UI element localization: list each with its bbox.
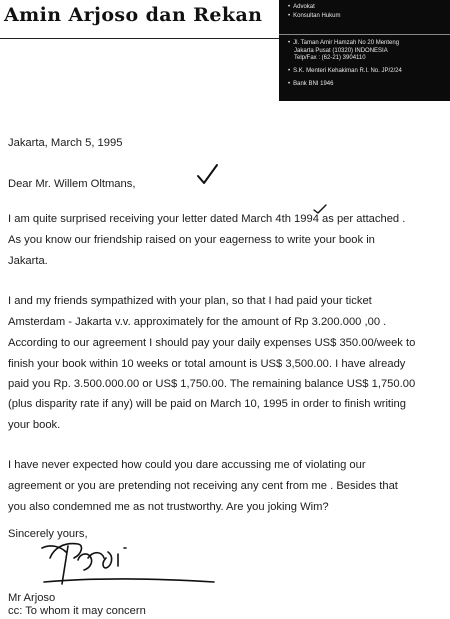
service-item: • Advokat xyxy=(288,4,315,10)
paragraph-3-line: I have never expected how could you dare accussing me of violating our xyxy=(8,459,366,471)
paragraph-2-line: (plus disparity rate if any) will be paid on March 10, 1995 in order to finish writing xyxy=(8,398,406,410)
handwritten-signature xyxy=(38,538,218,590)
paragraph-3-line: agreement or you are pretending not receiving any cent from me . Besides that xyxy=(8,480,398,492)
closing: Sincerely yours, xyxy=(8,528,88,540)
paragraph-2-line: finish your book within 10 weeks or total amount is US$ 3,500.00. I have already xyxy=(8,358,406,370)
firm-name: Amin Arjoso dan Rekan xyxy=(4,4,263,26)
cc-line: cc: To whom it may concern xyxy=(8,605,146,617)
paragraph-2-line: I and my friends sympathized with your plan, so that I had paid your ticket xyxy=(8,295,372,307)
paragraph-2-line: According to our agreement I should pay your daily expenses US$ 350.00/week to xyxy=(8,337,416,349)
info-divider xyxy=(279,34,450,35)
paragraph-2-line: Amsterdam - Jakarta v.v. approximately for the amount of Rp 3.200.000 ,00 . xyxy=(8,316,387,328)
paragraph-2-line: paid you Rp. 3.500.000.00 or US$ 1,750.00. The remaining balance US$ 1,750.00 xyxy=(8,378,416,390)
paragraph-1-line: As you know our friendship raised on your eagerness to write your book in xyxy=(8,234,375,246)
letterhead-rule xyxy=(0,38,282,39)
address-line: Jl. Taman Amir Hamzah No 20 Menteng xyxy=(293,40,400,46)
checkmark-icon xyxy=(196,163,220,185)
signatory-name: Mr Arjoso xyxy=(8,592,56,604)
decree-line: • S.K. Menteri Kehakiman R.I. No. JP/2/24 xyxy=(288,68,402,74)
handwritten-tick-icon xyxy=(313,204,327,214)
paragraph-2-line: your book. xyxy=(8,419,61,431)
address-block: • Jl. Taman Amir Hamzah No 20 Menteng Jakarta Pusat (10320) INDONESIA Telp/Fax : (62-21) 3904110 xyxy=(288,40,400,62)
paragraph-1-line: I am quite surprised receiving your letter dated March 4th 1994 as per attached . xyxy=(8,213,406,225)
letter-date: Jakarta, March 5, 1995 xyxy=(8,137,123,149)
letterhead-info-box xyxy=(279,0,450,101)
bank-line: • Bank BNI 1946 xyxy=(288,81,334,87)
address-line: Telp/Fax : (62-21) 3904110 xyxy=(294,55,366,62)
salutation: Dear Mr. Willem Oltmans, xyxy=(8,178,136,190)
service-item: • Konsultan Hukum xyxy=(288,13,341,19)
paragraph-3-line: you also condemned me as not trustworthy. Are you joking Wim? xyxy=(8,501,329,513)
address-line: Jakarta Pusat (10320) INDONESIA xyxy=(294,47,388,54)
paragraph-1-line: Jakarta. xyxy=(8,255,48,267)
